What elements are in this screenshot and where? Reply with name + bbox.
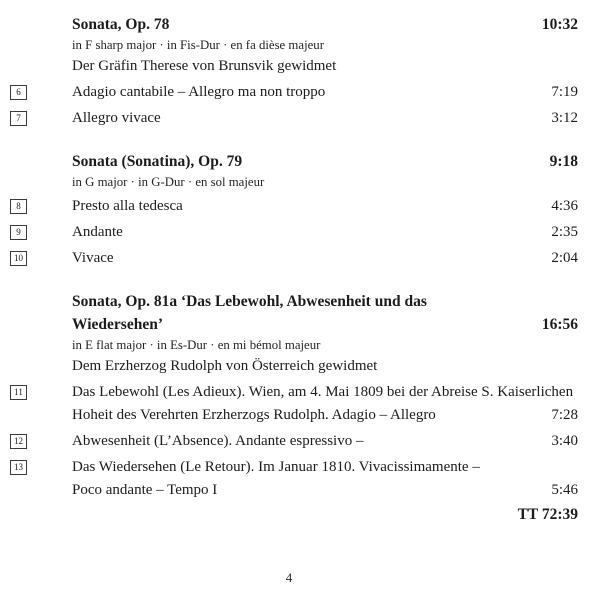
sonata-duration: 10:32: [541, 16, 578, 33]
track-number-box: 6: [10, 85, 27, 100]
track-title: [72, 195, 578, 218]
gutter: [0, 430, 72, 449]
track-title-line: Abwesenheit (L’Absence). Andante espressivo –: [72, 433, 364, 449]
track-number-box: 9: [10, 225, 27, 240]
key-signature-text: in E flat major · in Es-Dur · en mi bémol majeur: [72, 338, 321, 352]
track-title: [72, 81, 578, 104]
track-title: [72, 221, 578, 244]
sonata-section-op78: [0, 13, 578, 130]
dedication-text: Der Gräfin Therese von Brunsvik gewidmet: [72, 58, 337, 74]
track-title: [72, 381, 578, 427]
track-title: [72, 456, 578, 502]
track-row: [0, 107, 578, 130]
sonata-section-op81a: [0, 290, 578, 502]
track-row: [0, 247, 578, 270]
track-duration: 5:46: [551, 482, 578, 498]
gutter: [0, 456, 72, 475]
track-duration: 3:40: [551, 433, 578, 449]
track-row: [0, 456, 578, 502]
key-signature-row: [0, 36, 578, 55]
dedication-row: [0, 355, 578, 378]
track-title-line: Poco andante – Tempo I: [72, 482, 218, 498]
gutter: [0, 247, 72, 266]
key-signature-text: in G major · in G-Dur · en sol majeur: [72, 175, 265, 189]
dedication-row: [0, 55, 578, 78]
sonata-title-line: Wiedersehen’: [72, 316, 163, 333]
gutter: [0, 195, 72, 214]
gutter: [0, 221, 72, 240]
track-title-line: Allegro vivace: [72, 110, 161, 126]
track-number-box: 8: [10, 199, 27, 214]
track-title-line: Das Lebewohl (Les Adieux). Wien, am 4. Mai 1809 bei der Abreise S. Kaiserlichen: [72, 384, 574, 400]
track-row: [0, 195, 578, 218]
track-number-box: 7: [10, 111, 27, 126]
sonata-title-row: [0, 150, 578, 173]
track-number-box: 10: [10, 251, 27, 266]
sonata-duration: 9:18: [549, 153, 578, 170]
track-row: [0, 430, 578, 453]
track-duration: 3:12: [551, 110, 578, 126]
sonata-title-row: [0, 290, 578, 336]
total-time: TT 72:39: [517, 506, 578, 523]
track-duration: 4:36: [551, 198, 578, 214]
track-title: [72, 430, 578, 453]
dedication-text: Dem Erzherzog Rudolph von Österreich gewidmet: [72, 358, 378, 374]
track-row: [0, 381, 578, 427]
track-duration: 2:35: [551, 224, 578, 240]
key-signature-row: [0, 173, 578, 192]
track-title-line: Hoheit des Verehrten Erzherzogs Rudolph. Adagio – Allegro: [72, 407, 436, 423]
track-duration: 7:19: [551, 84, 578, 100]
sonata-title-line: Sonata (Sonatina), Op. 79: [72, 153, 243, 170]
sonata-title: [72, 13, 578, 36]
sonata-duration: 16:56: [541, 316, 578, 333]
key-signature-text: in F sharp major · in Fis-Dur · en fa dièse majeur: [72, 38, 324, 52]
track-title-line: Das Wiedersehen (Le Retour). Im Januar 1810. Vivacissimamente –: [72, 459, 480, 475]
track-title: [72, 247, 578, 270]
gutter: [0, 381, 72, 400]
track-number-box: 13: [10, 460, 27, 475]
sonata-title: [72, 150, 578, 173]
sonata-section-op79: [0, 150, 578, 270]
track-title-line: Vivace: [72, 250, 114, 266]
sonata-title-line: Sonata, Op. 78: [72, 16, 170, 33]
page-number: 4: [285, 570, 293, 585]
track-duration: 7:28: [551, 407, 578, 423]
sonata-title-line: Sonata, Op. 81a ‘Das Lebewohl, Abwesenheit und das: [72, 293, 427, 310]
track-duration: 2:04: [551, 250, 578, 266]
gutter: [0, 81, 72, 100]
track-title-line: Andante: [72, 224, 123, 240]
track-title-line: Adagio cantabile – Allegro ma non troppo: [72, 84, 326, 100]
sonata-title: [72, 290, 578, 336]
track-number-box: 11: [10, 385, 27, 400]
gutter: [0, 107, 72, 126]
track-row: [0, 221, 578, 244]
track-title-line: Presto alla tedesca: [72, 198, 183, 214]
key-signature-row: [0, 336, 578, 355]
track-title: [72, 107, 578, 130]
track-number-box: 12: [10, 434, 27, 449]
track-row: [0, 81, 578, 104]
sonata-title-row: [0, 13, 578, 36]
